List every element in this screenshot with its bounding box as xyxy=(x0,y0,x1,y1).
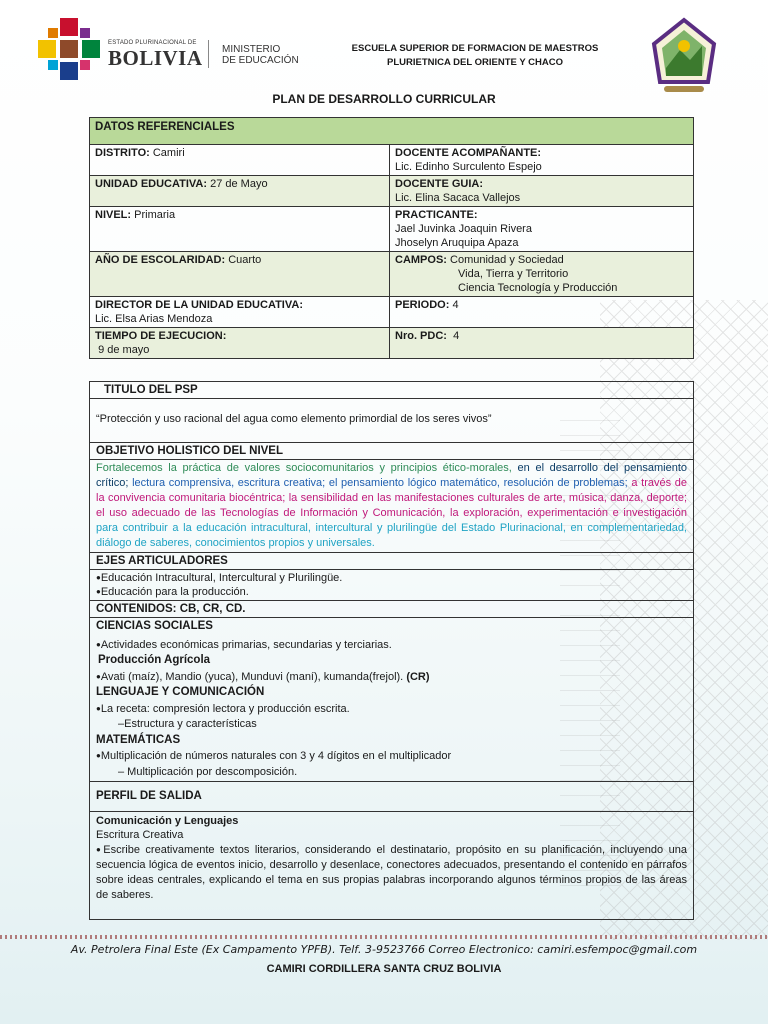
ejes-heading: EJES ARTICULADORES xyxy=(90,553,694,570)
periodo-cell xyxy=(390,297,694,328)
lenguaje-heading: LENGUAJE Y COMUNICACIÓN xyxy=(96,686,265,698)
objetivo-text xyxy=(90,460,694,553)
director-cell xyxy=(90,297,390,328)
datos-referenciales-table xyxy=(89,117,694,359)
campo-3: Ciencia Tecnología y Producción xyxy=(458,282,618,294)
director-label: DIRECTOR DE LA UNIDAD EDUCATIVA: xyxy=(95,299,303,311)
ciencias-heading: CIENCIAS SOCIALES xyxy=(96,620,213,632)
mate-item: ● Multiplicación de números naturales con 3 y 4 dígitos en el multiplicador xyxy=(96,748,687,765)
objetivo-part-1: Fortalecemos la práctica de valores sociocomunitarios y principios ético-morales, xyxy=(96,462,512,474)
unidad-value: 27 de Mayo xyxy=(210,178,268,190)
produccion-item: ● Avati (maíz), Mandio (yuca), Munduvi (maní), kumanda(frejol). xyxy=(96,671,403,683)
campos-cell xyxy=(390,252,694,297)
anio-value: Cuarto xyxy=(228,254,262,266)
perfil-heading: PERFIL DE SALIDA xyxy=(90,782,694,812)
unidad-cell xyxy=(90,176,390,207)
docente-guia-label: DOCENTE GUIA: xyxy=(395,178,483,190)
tiempo-label: TIEMPO DE EJECUCION: xyxy=(95,330,227,342)
perfil-body xyxy=(90,812,694,920)
practicante-cell xyxy=(390,207,694,252)
ciencias-item: ● Actividades económicas primarias, secundarias y terciarias. xyxy=(96,637,687,654)
practicante-2: Jhoselyn Aruquipa Apaza xyxy=(395,237,519,249)
campo-1: Comunidad y Sociedad xyxy=(450,254,564,266)
ministry-line-2: DE EDUCACIÓN xyxy=(222,55,299,66)
country-wordmark: BOLIVIA xyxy=(108,46,203,70)
mate-heading: MATEMÁTICAS xyxy=(96,733,181,746)
campos-label: CAMPOS: xyxy=(395,254,447,266)
distrito-value: Camiri xyxy=(152,147,185,159)
ejes-list xyxy=(90,570,694,601)
pdc-label: Nro. PDC: xyxy=(395,330,447,342)
objetivo-part-4: a través de la convivencia comunitaria biocéntrica; la sensibilidad en las manifestaciones culturales de arte, música, danza, deporte; el uso adecuado de las Tecnologías de Información y Comunicación, la exploración, experimentación e investigación xyxy=(96,477,687,519)
lenguaje-item: ● La receta: compresión lectora y producción escrita. xyxy=(96,701,687,718)
psp-title: “Protección y uso racional del agua como elemento primordial de los seres vivos” xyxy=(90,399,694,443)
ejes-item: ● Educación para la producción. xyxy=(96,586,249,598)
docente-guia-cell xyxy=(390,176,694,207)
footer-address: Av. Petrolera Final Este (Ex Campamento YPFB). Telf. 3-9523766 Correo Electronico: camiri.esfempoc@gmail.com xyxy=(70,943,698,956)
practicante-1: Jael Juvinka Joaquin Rivera xyxy=(395,223,532,235)
nivel-value: Primaria xyxy=(134,209,176,221)
unidad-label: UNIDAD EDUCATIVA: xyxy=(95,178,208,190)
perfil-area: Comunicación y Lenguajes xyxy=(96,815,239,827)
docente-acomp-value: Lic. Edinho Surculento Espejo xyxy=(395,161,542,173)
bolivia-emblem-logo xyxy=(38,18,100,80)
produccion-line xyxy=(96,669,687,686)
pdc-cell xyxy=(390,328,694,359)
plan-content-table xyxy=(89,381,694,920)
docente-guia-value: Lic. Elina Sacaca Vallejos xyxy=(395,192,521,204)
distrito-cell xyxy=(90,145,390,176)
footer-divider xyxy=(0,935,768,939)
docente-acomp-label: DOCENTE ACOMPAÑANTE: xyxy=(395,147,542,159)
estado-text: ESTADO PLURINACIONAL DE xyxy=(108,40,197,46)
mate-sub: – Multiplicación por descomposición. xyxy=(118,765,298,778)
tiempo-cell xyxy=(90,328,390,359)
anio-label: AÑO DE ESCOLARIDAD: xyxy=(95,254,226,266)
practicante-label: PRACTICANTE: xyxy=(395,209,478,221)
ministry-line-1: MINISTERIO xyxy=(222,44,281,55)
school-name-line-2: PLURIETNICA DEL ORIENTE Y CHACO xyxy=(387,57,563,68)
perfil-text: ● Escribe creativamente textos literarios, considerando el destinatario, propósito en su planificación, incluyendo una secuencia lógica de eventos inicio, desarrollo y desenlace, conectores adecuados, presentando el contenido en párrafos sobre ideas centrales, explicando el tema en sus propias palabras incorporando algunos términos propios de las áreas de saberes. xyxy=(96,842,687,903)
produccion-tag: (CR) xyxy=(406,670,430,683)
periodo-value: 4 xyxy=(452,299,459,311)
ejes-item: ● Educación Intracultural, Intercultural y Plurilingüe. xyxy=(96,572,342,584)
objetivo-part-2: en el desarrollo del pensamiento crítico; xyxy=(96,462,687,489)
lenguaje-sub: –Estructura y características xyxy=(118,718,257,730)
perfil-sub: Escritura Creativa xyxy=(96,829,184,841)
campo-2: Vida, Tierra y Territorio xyxy=(458,268,569,280)
header-divider xyxy=(208,40,209,68)
distrito-label: DISTRITO: xyxy=(95,147,150,159)
datos-heading: DATOS REFERENCIALES xyxy=(90,118,694,145)
page-title: PLAN DE DESARROLLO CURRICULAR xyxy=(272,92,496,106)
school-crest-logo xyxy=(650,16,718,96)
periodo-label: PERIODO: xyxy=(395,299,450,311)
anio-cell xyxy=(90,252,390,297)
contenidos-body xyxy=(90,618,694,782)
tiempo-value: 9 de mayo xyxy=(98,344,150,356)
nivel-cell xyxy=(90,207,390,252)
contenidos-heading: CONTENIDOS: CB, CR, CD. xyxy=(90,601,694,618)
objetivo-part-5: para contribuir a la educación intracultural, intercultural y plurilingüe del Estado Plurinacional, en complementariedad, diálogo de saberes, conocimientos propios y universales. xyxy=(96,522,687,549)
footer-city: CAMIRI CORDILLERA SANTA CRUZ BOLIVIA xyxy=(266,963,502,975)
docente-acomp-cell xyxy=(390,145,694,176)
objetivo-heading: OBJETIVO HOLISTICO DEL NIVEL xyxy=(90,443,694,460)
produccion-heading: Producción Agrícola xyxy=(98,654,211,666)
psp-heading: TITULO DEL PSP xyxy=(90,382,694,399)
director-value: Lic. Elsa Arias Mendoza xyxy=(95,313,213,325)
school-name-line-1: ESCUELA SUPERIOR DE FORMACION DE MAESTROS xyxy=(351,43,599,54)
nivel-label: NIVEL: xyxy=(95,209,132,221)
pdc-value: 4 xyxy=(453,330,460,342)
objetivo-part-3: lectura comprensiva, escritura creativa; el pensamiento lógico matemático, resolución de problemas; xyxy=(132,477,628,489)
